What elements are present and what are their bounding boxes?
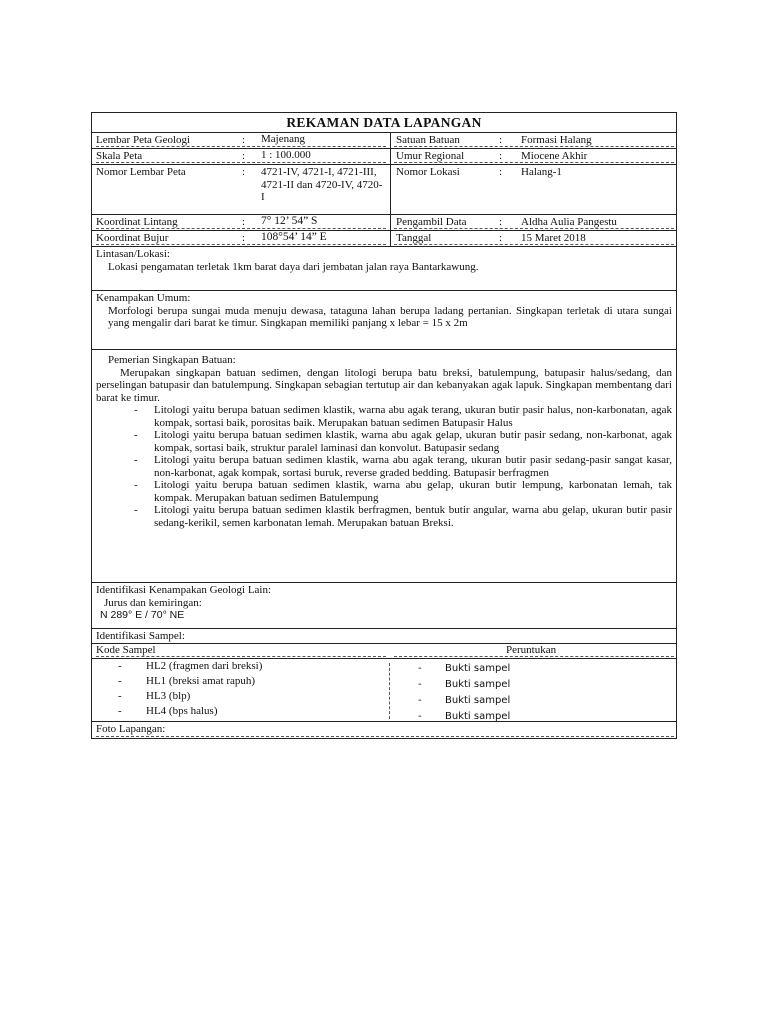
- litologi-item: [96, 504, 672, 529]
- separator: :: [242, 150, 246, 162]
- satuan-batuan-label: Satuan Batuan: [396, 134, 460, 146]
- bullet-dash: -: [134, 404, 138, 416]
- litologi-text: Litologi yaitu berupa batuan sedimen klastik berfragmen, bentuk butir angular, warna abu gelap, ukuran butir pasir sedang-kerikil, semen karbonatan lemah. Merupakan batuan Breksi.: [154, 504, 672, 529]
- umur-regional-value: Miocene Akhir: [521, 150, 588, 162]
- row-bujur-tanggal: [92, 230, 676, 246]
- sample-code: HL4 (bps halus): [146, 705, 218, 717]
- pemerian-intro: Merupakan singkapan batuan sedimen, dengan litologi berupa batu breksi, batulempung, batupasir halus/sedang, dan perselingan batupasir dan batulempung. Singkapan sebagian tertutup air dan kebanyakan agak lapuk. Singkapan membentang dari barat ke timur.: [96, 366, 672, 404]
- separator: :: [499, 216, 503, 228]
- section-foto-lapangan: [92, 721, 676, 738]
- lintasan-text: Lokasi pengamatan terletak 1km barat daya dari jembatan jalan raya Bantarkawung.: [108, 260, 479, 273]
- umur-regional-label: Umur Regional: [396, 150, 465, 162]
- bullet-dash: -: [418, 663, 422, 674]
- litologi-text: Litologi yaitu berupa batuan sedimen klastik, warna abu agak terang, ukuran butir pasir halus, non-karbonatan, agak kompak, sortasi baik, porositas baik. Merupakan batuan sedimen Batupasir Halus: [154, 404, 672, 429]
- tanggal-value: 15 Maret 2018: [521, 232, 586, 244]
- nomor-lokasi-value: Halang-1: [521, 166, 562, 178]
- litologi-item: [96, 454, 672, 479]
- litologi-text: Litologi yaitu berupa batuan sedimen klastik, warna abu gelap, ukuran butir lempung, karbonatan lemah, tak kompak. Merupakan batuan sedimen Batulempung: [154, 479, 672, 504]
- separator: :: [242, 216, 246, 228]
- bullet-dash: -: [118, 690, 122, 702]
- lembar-peta-value: Majenang: [261, 133, 305, 145]
- jurus-label: Jurus dan kemiringan:: [104, 596, 202, 609]
- bullet-dash: -: [134, 504, 138, 516]
- bullet-dash: -: [134, 454, 138, 466]
- column-divider: [390, 133, 391, 148]
- sample-purpose: Bukti sampel: [445, 711, 511, 722]
- nomor-lokasi-label: Nomor Lokasi: [396, 166, 460, 178]
- sample-code: HL3 (blp): [146, 690, 191, 702]
- sample-code: HL1 (breksi amat rapuh): [146, 675, 256, 687]
- bullet-dash: -: [118, 675, 122, 687]
- identifikasi-sampel-label: Identifikasi Sampel:: [96, 630, 185, 642]
- pengambil-data-label: Pengambil Data: [396, 216, 467, 228]
- bullet-dash: -: [118, 660, 122, 672]
- row-lembar-satuan: [92, 132, 676, 148]
- column-divider: [390, 215, 391, 230]
- separator: :: [499, 150, 503, 162]
- tanggal-label: Tanggal: [396, 232, 432, 244]
- sample-table-header: [92, 643, 676, 658]
- sample-code: HL2 (fragmen dari breksi): [146, 660, 263, 672]
- litologi-text: Litologi yaitu berupa batuan sedimen klastik, warna abu agak gelap, ukuran butir pasir sedang, non-karbonat, agak kompak, sortasi baik, struktur paralel laminasi dan konvolut. Batupasir sedang: [154, 429, 672, 454]
- bullet-dash: -: [118, 705, 122, 717]
- separator: :: [499, 232, 503, 244]
- column-divider: [390, 165, 391, 214]
- sample-purpose: Bukti sampel: [445, 663, 511, 674]
- column-divider: [390, 231, 391, 246]
- nomor-lembar-value: 4721-IV, 4721-I, 4721-III, 4721-II dan 4720-IV, 4720-I: [261, 166, 383, 203]
- lembar-peta-label: Lembar Peta Geologi: [96, 134, 191, 146]
- koordinat-lintang-value: 7° 12’ 54” S: [261, 215, 318, 227]
- bullet-dash: -: [418, 695, 422, 706]
- bullet-dash: -: [418, 711, 422, 722]
- jurus-value: N 289° E / 70° NE: [100, 609, 185, 621]
- pengambil-data-value: Aldha Aulia Pangestu: [521, 216, 617, 228]
- lintasan-label: Lintasan/Lokasi:: [96, 248, 170, 260]
- nomor-lembar-label: Nomor Lembar Peta: [96, 166, 186, 178]
- row-skala-umur: [92, 148, 676, 164]
- bullet-dash: -: [134, 429, 138, 441]
- bullet-dash: -: [134, 479, 138, 491]
- column-divider: [390, 149, 391, 164]
- kenampakan-label: Kenampakan Umum:: [96, 292, 191, 304]
- section-pemerian-singkapan: [92, 349, 676, 582]
- pemerian-label: Pemerian Singkapan Batuan:: [108, 354, 236, 366]
- separator: :: [499, 166, 503, 178]
- section-identifikasi-lain: [92, 582, 676, 628]
- row-nomor-lembar-lokasi: [92, 164, 676, 214]
- col-peruntukan: Peruntukan: [506, 644, 557, 656]
- section-kenampakan-umum: [92, 290, 676, 349]
- litologi-list: [96, 404, 672, 529]
- separator: :: [242, 166, 246, 178]
- koordinat-bujur-label: Koordinat Bujur: [96, 232, 169, 244]
- bullet-dash: -: [418, 679, 422, 690]
- koordinat-bujur-value: 108°54’ 14” E: [261, 231, 327, 243]
- section-identifikasi-sampel: [92, 628, 676, 643]
- foto-label-wrap: [96, 722, 674, 737]
- litologi-item: [96, 479, 672, 504]
- separator: :: [242, 232, 246, 244]
- litologi-item: [96, 404, 672, 429]
- sample-table-body: [92, 658, 676, 721]
- separator: :: [242, 134, 246, 146]
- kenampakan-text: Morfologi berupa sungai muda menuju dewasa, tataguna lahan berupa ladang pertanian. Singkapan terletak di utara sungai yang mengalir dari barat ke timur. Singkapan memiliki panjang x lebar = 15 x 2m: [108, 304, 672, 329]
- separator: :: [499, 134, 503, 146]
- satuan-batuan-value: Formasi Halang: [521, 134, 592, 146]
- koordinat-lintang-label: Koordinat Lintang: [96, 216, 178, 228]
- litologi-text: Litologi yaitu berupa batuan sedimen klastik, warna abu agak terang, ukuran butir pasir sedang-pasir sangat kasar, non-karbonat, agak kompak, sortasi buruk, reverse graded bedding. Batupasir berfragmen: [154, 454, 672, 479]
- sample-purpose: Bukti sampel: [445, 679, 511, 690]
- foto-label: Foto Lapangan:: [96, 722, 674, 737]
- form-title: REKAMAN DATA LAPANGAN: [286, 115, 482, 130]
- field-data-form: [91, 112, 677, 739]
- identifikasi-lain-label: Identifikasi Kenampakan Geologi Lain:: [96, 584, 272, 596]
- col-kode-sampel: Kode Sampel: [96, 644, 156, 656]
- sample-purpose: Bukti sampel: [445, 695, 511, 706]
- skala-peta-label: Skala Peta: [96, 150, 143, 162]
- litologi-item: [96, 429, 672, 454]
- skala-peta-value: 1 : 100.000: [261, 149, 311, 161]
- section-lintasan: [92, 246, 676, 290]
- column-divider: [389, 663, 390, 719]
- row-lintang-pengambil: [92, 214, 676, 230]
